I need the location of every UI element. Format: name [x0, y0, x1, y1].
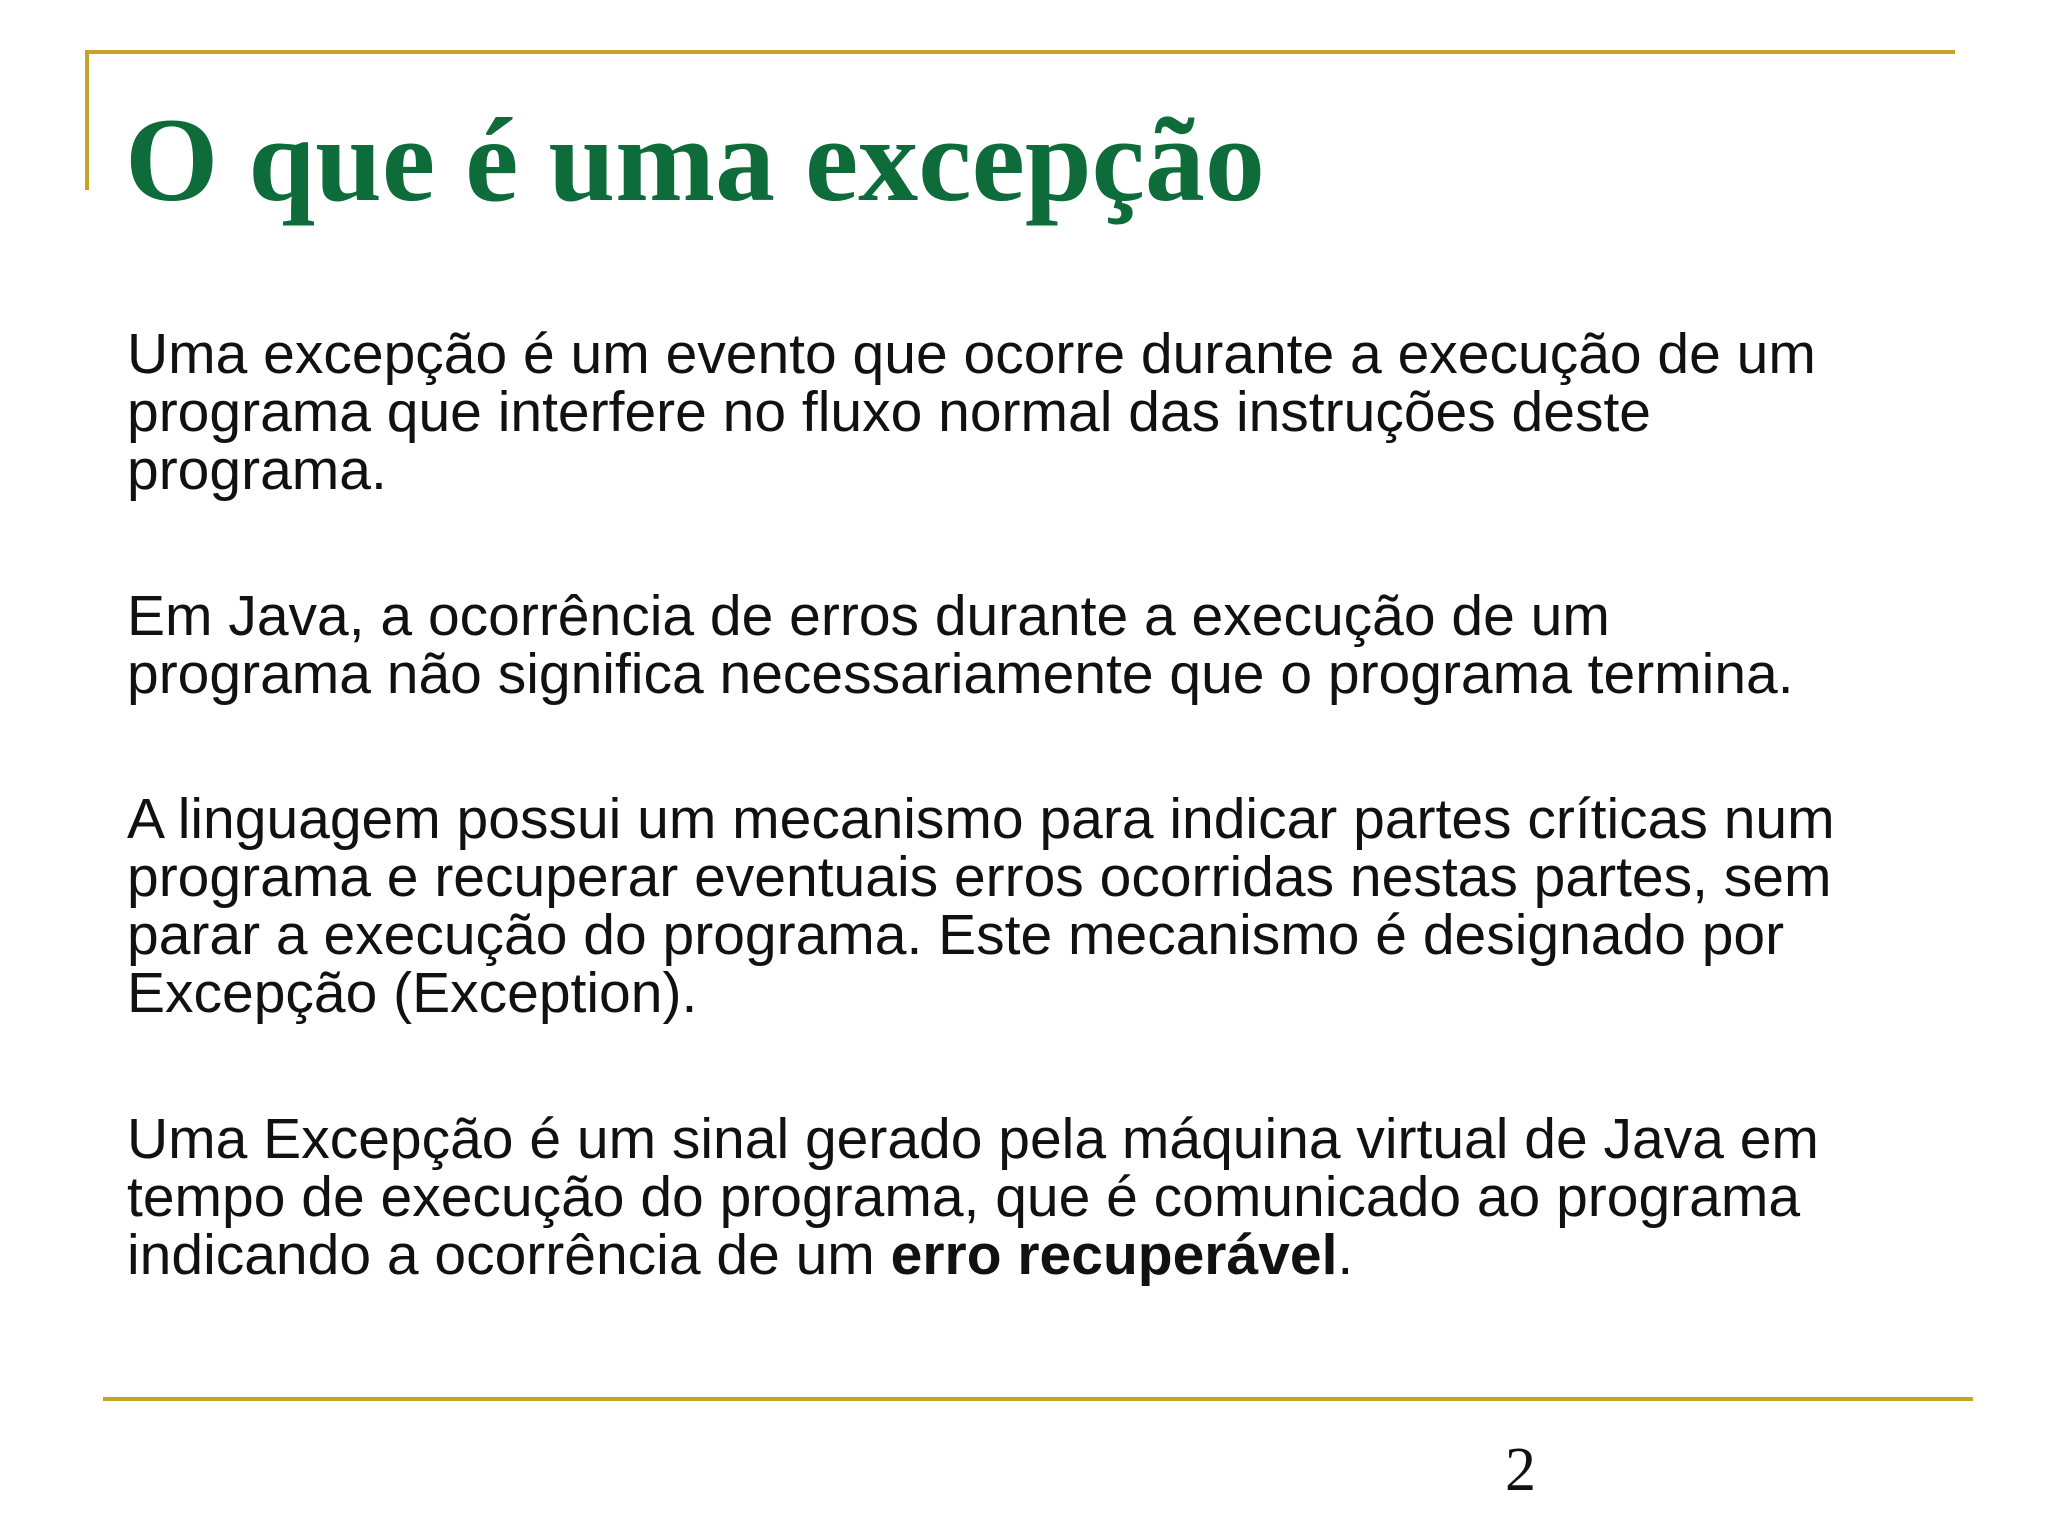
paragraph-line: programa que interfere no fluxo normal das instruções deste	[127, 380, 1651, 444]
paragraph-line: A linguagem possui um mecanismo para indicar partes críticas num	[127, 787, 1835, 851]
paragraph-line: Uma excepção é um evento que ocorre durante a execução de um	[127, 322, 1816, 386]
paragraph-line: tempo de execução do programa, que é comunicado ao programa	[127, 1165, 1801, 1229]
paragraph-2	[127, 584, 1794, 706]
paragraph-last-line	[127, 1223, 1819, 1287]
emphasis-text: erro recuperável	[890, 1223, 1338, 1287]
paragraph-line: programa não significa necessariamente que o programa termina.	[127, 642, 1794, 706]
paragraph-line: parar a execução do programa. Este mecanismo é designado por	[127, 903, 1785, 967]
paragraph-line: Em Java, a ocorrência de erros durante a execução de um	[127, 584, 1610, 648]
top-rule	[85, 50, 1955, 54]
paragraph-4	[127, 1107, 1819, 1287]
paragraph-line: programa e recuperar eventuais erros ocorridas nestas partes, sem	[127, 845, 1832, 909]
paragraph-line: programa.	[127, 438, 387, 502]
paragraph-1	[127, 322, 1816, 502]
paragraph-text: indicando a ocorrência de um	[127, 1223, 891, 1287]
page-number: 2	[1505, 1436, 1536, 1504]
punctuation: .	[1337, 1223, 1354, 1287]
paragraph-line: Excepção (Exception).	[127, 961, 698, 1025]
paragraph-3	[127, 787, 1835, 1025]
bottom-rule	[103, 1397, 1973, 1401]
paragraph-line: Uma Excepção é um sinal gerado pela máquina virtual de Java em	[127, 1107, 1819, 1171]
slide-title: O que é uma excepção	[125, 93, 1265, 226]
left-rule	[85, 50, 89, 190]
